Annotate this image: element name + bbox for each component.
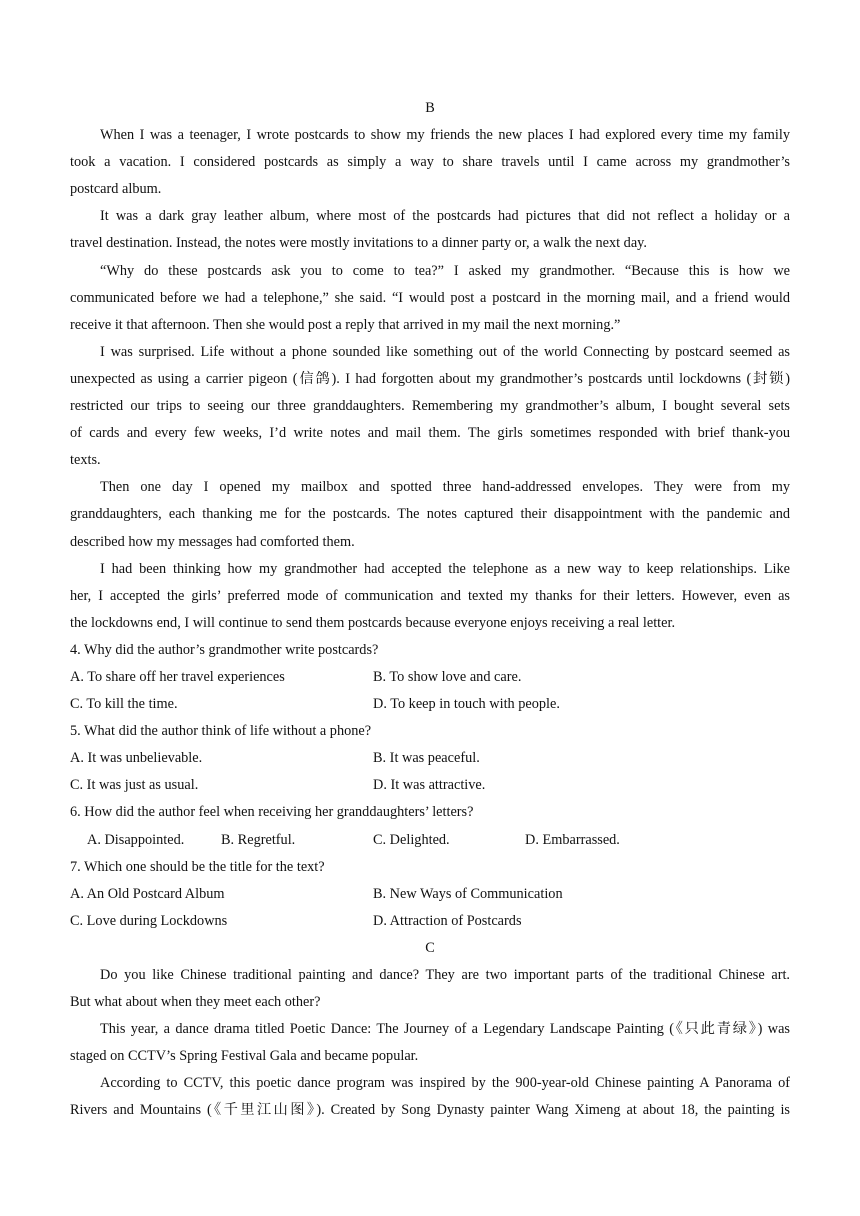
option-b[interactable]: B. Regretful. bbox=[221, 831, 296, 848]
passage-line: receive it that afternoon. Then she would post a reply that arrived in my mail the next morning.” bbox=[70, 316, 621, 333]
option-b[interactable]: B. It was peaceful. bbox=[373, 750, 480, 767]
passage-line: postcard album. bbox=[70, 181, 162, 198]
passage-line: unexpected as using a carrier pigeon (信鸽). I had forgotten about my grandmother’s postcards until lockdowns (封锁) bbox=[70, 370, 790, 387]
question-7 bbox=[70, 854, 790, 935]
option-row bbox=[70, 772, 790, 799]
passage-line: I had been thinking how my grandmother had accepted the telephone as a new way to keep relationships. Like bbox=[100, 560, 790, 577]
option-c[interactable]: C. It was just as usual. bbox=[70, 777, 199, 794]
passage-line: of cards and every few weeks, I’d write notes and mail them. The girls sometimes responded with brief thank-you bbox=[70, 425, 790, 442]
passage-line: staged on CCTV’s Spring Festival Gala and became popular. bbox=[70, 1048, 419, 1065]
option-row bbox=[70, 881, 790, 908]
passage-line: “Why do these postcards ask you to come to tea?” I asked my grandmother. “Because this is how we bbox=[100, 262, 790, 279]
passage-line: Do you like Chinese traditional painting and dance? They are two important parts of the traditional Chinese art. bbox=[100, 967, 790, 983]
option-row bbox=[70, 827, 790, 854]
option-d[interactable]: D. To keep in touch with people. bbox=[373, 696, 560, 713]
question-stem: 4. Why did the author’s grandmother write postcards? bbox=[70, 641, 379, 658]
passage-line: restricted our trips to seeing our three granddaughters. Remembering my grandmother’s album, I bought several sets bbox=[70, 398, 790, 415]
option-a[interactable]: A. To share off her travel experiences bbox=[70, 668, 285, 685]
option-d[interactable]: D. Attraction of Postcards bbox=[373, 912, 522, 929]
passage-line: Rivers and Mountains (《千里江山图》). Created by Song Dynasty painter Wang Ximeng at about 18, the painting is bbox=[70, 1102, 790, 1119]
option-row bbox=[70, 664, 790, 691]
question-stem: 7. Which one should be the title for the text? bbox=[70, 858, 325, 875]
option-b[interactable]: B. To show love and care. bbox=[373, 668, 522, 685]
option-a[interactable]: A. An Old Postcard Album bbox=[70, 885, 225, 902]
option-c[interactable]: C. Love during Lockdowns bbox=[70, 912, 228, 929]
passage-line: According to CCTV, this poetic dance program was inspired by the 900-year-old Chinese painting A Panorama of bbox=[100, 1075, 790, 1092]
option-d[interactable]: D. Embarrassed. bbox=[525, 831, 620, 848]
passage-line: texts. bbox=[70, 452, 101, 469]
passage-line: travel destination. Instead, the notes were mostly invitations to a dinner party or, a walk the next day. bbox=[70, 235, 647, 252]
passage-b bbox=[70, 122, 790, 637]
passage-line: granddaughters, each thanking me for the postcards. The notes captured their disappointment with the pandemic and bbox=[70, 506, 790, 523]
section-heading-c: C bbox=[425, 939, 435, 956]
section-heading-b: B bbox=[425, 100, 435, 116]
option-c[interactable]: C. To kill the time. bbox=[70, 696, 178, 713]
option-d[interactable]: D. It was attractive. bbox=[373, 777, 486, 794]
question-6 bbox=[70, 799, 790, 853]
question-4 bbox=[70, 637, 790, 718]
option-c[interactable]: C. Delighted. bbox=[373, 831, 450, 848]
option-row bbox=[70, 691, 790, 718]
option-a[interactable]: A. Disappointed. bbox=[87, 831, 185, 848]
passage-line: This year, a dance drama titled Poetic Dance: The Journey of a Legendary Landscape Painting (《只此青绿》) was bbox=[100, 1021, 790, 1038]
passage-line: the lockdowns end, I will continue to send them postcards because everyone enjoys receiving a real letter. bbox=[70, 614, 676, 631]
passage-line: When I was a teenager, I wrote postcards to show my friends the new places I had explored every time my family bbox=[100, 127, 790, 144]
passage-line: Then one day I opened my mailbox and spotted three hand-addressed envelopes. They were from my bbox=[100, 479, 790, 496]
passage-c bbox=[70, 962, 790, 1125]
passage-line: communicated before we had a telephone,” she said. “I would post a postcard in the morning mail, and a friend would bbox=[70, 289, 790, 306]
question-stem: 6. How did the author feel when receiving her granddaughters’ letters? bbox=[70, 804, 474, 821]
question-stem: 5. What did the author think of life without a phone? bbox=[70, 723, 372, 740]
question-5 bbox=[70, 718, 790, 799]
option-a[interactable]: A. It was unbelievable. bbox=[70, 750, 203, 767]
exam-page bbox=[70, 95, 790, 1125]
option-row bbox=[70, 908, 790, 935]
passage-line: It was a dark gray leather album, where most of the postcards had pictures that did not reflect a holiday or a bbox=[100, 208, 790, 225]
passage-line: described how my messages had comforted them. bbox=[70, 533, 355, 550]
passage-line: But what about when they meet each other? bbox=[70, 994, 321, 1011]
passage-line: I was surprised. Life without a phone sounded like something out of the world Connecting by postcard seemed as bbox=[100, 343, 790, 360]
option-b[interactable]: B. New Ways of Communication bbox=[373, 885, 563, 902]
option-row bbox=[70, 745, 790, 772]
passage-line: took a vacation. I considered postcards as simply a way to share travels until I came across my grandmother’s bbox=[70, 154, 790, 171]
passage-line: her, I accepted the girls’ preferred mode of communication and texted my thanks for their letters. However, even as bbox=[70, 587, 790, 604]
